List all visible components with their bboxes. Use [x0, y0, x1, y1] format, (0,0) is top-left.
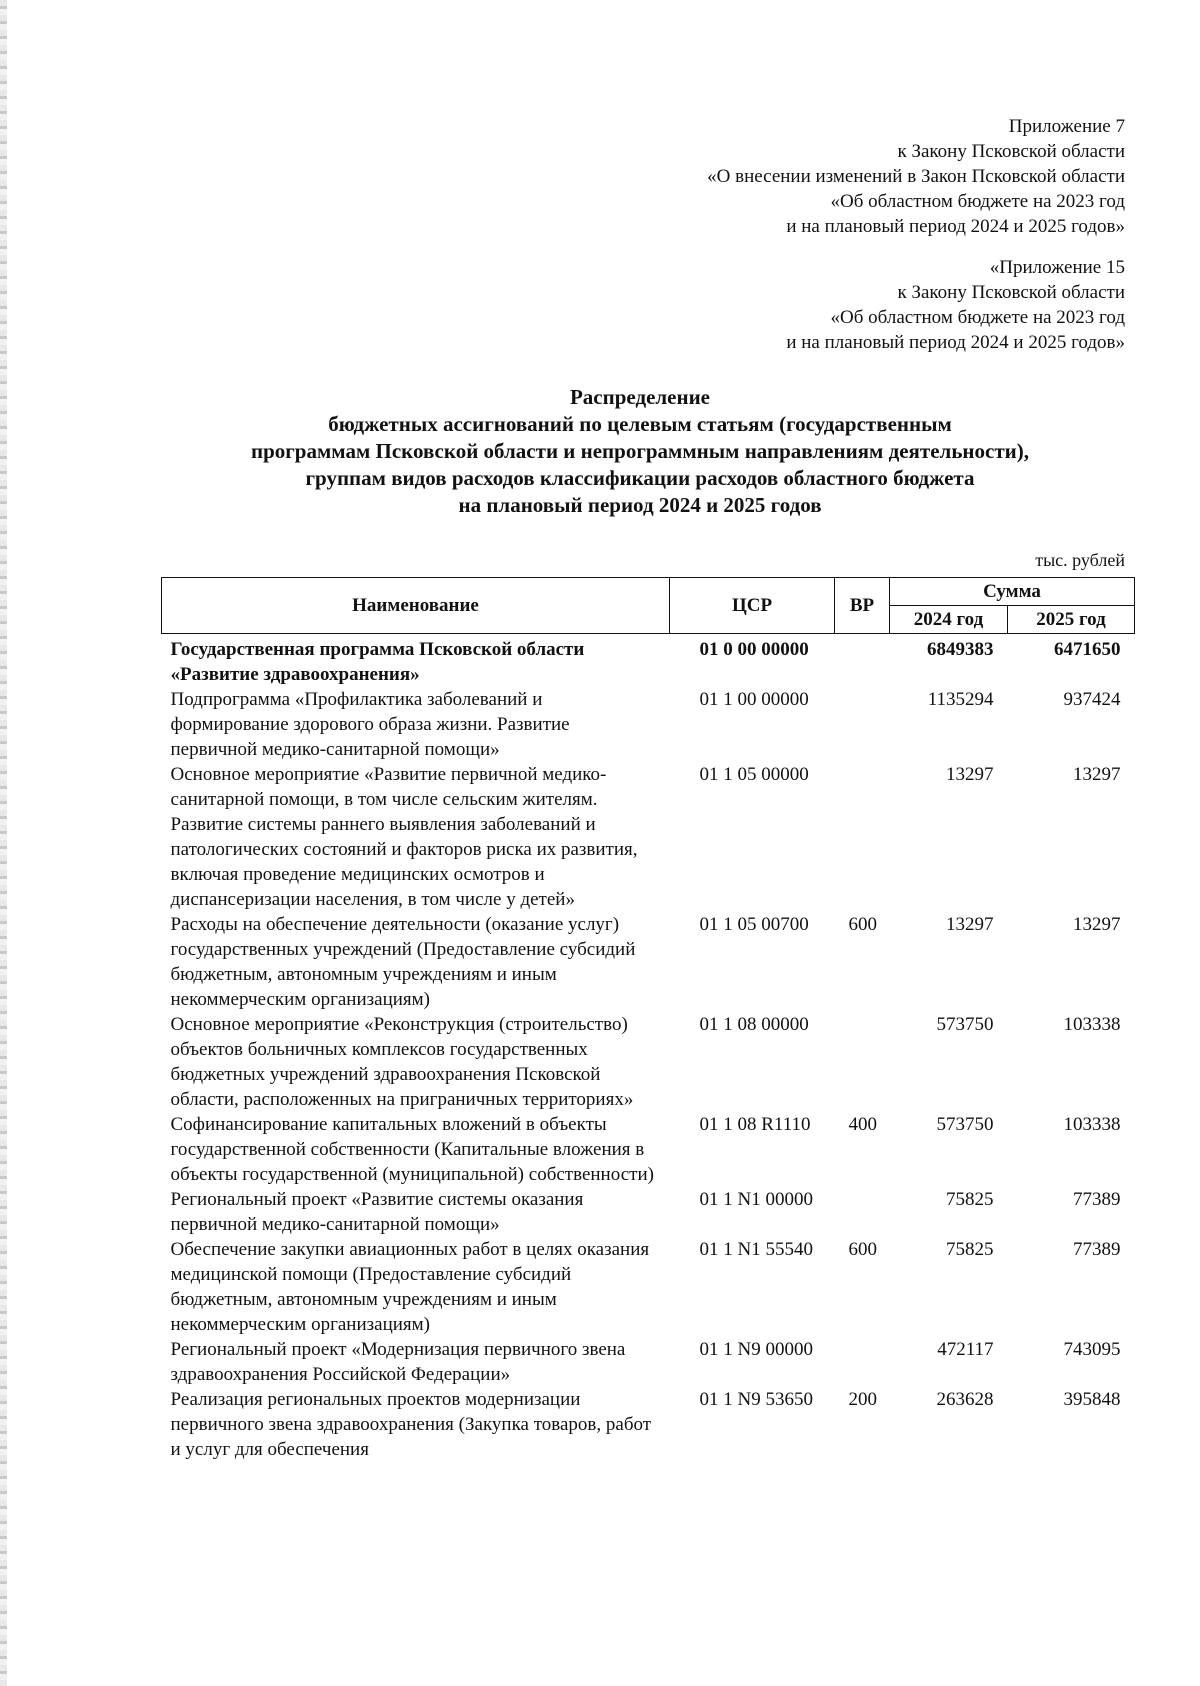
table-row [162, 1237, 1135, 1337]
header-year-2024: 2024 год [890, 606, 1008, 634]
cell-csr: 01 0 00 00000 [699, 639, 809, 660]
cell-name: Софинансирование капитальных вложений в объекты государственной собственности (Капитальные вложения в объекты государственной (муниципальной) собственности) [170, 1114, 654, 1185]
cell-2025: 395848 [1063, 1389, 1121, 1410]
table-header [162, 578, 1135, 634]
cell-2024: 13297 [946, 764, 994, 785]
cell-name: Подпрограмма «Профилактика заболеваний и формирование здорового образа жизни. Развитие первичной медико-санитарной помощи» [170, 689, 570, 760]
appendix-header-line: «О внесении изменений в Закон Псковской области [707, 166, 1125, 187]
appendix-header-2-line: «Приложение 15 [989, 257, 1125, 278]
table-row [162, 762, 1135, 912]
table-row [162, 634, 1135, 688]
cell-2025: 13297 [1073, 914, 1121, 935]
appendix-header-2-line: к Закону Псковской области [897, 282, 1125, 303]
table-row [162, 1337, 1135, 1387]
cell-2025: 77389 [1073, 1189, 1121, 1210]
header-csr: ЦСР [670, 578, 835, 634]
cell-vr [835, 634, 890, 688]
table-body [162, 634, 1135, 1463]
title-line: программам Псковской области и непрограммным направлениям деятельности), [250, 439, 1029, 463]
cell-name: Реализация региональных проектов модернизации первичного звена здравоохранения (Закупка товаров, работ и услуг для обеспечения [170, 1389, 652, 1460]
title-line: на плановый период 2024 и 2025 годов [458, 493, 822, 517]
cell-csr: 01 1 05 00000 [699, 764, 809, 785]
cell-name: Государственная программа Псковской области «Развитие здравоохранения» [170, 639, 585, 685]
appendix-header-line: к Закону Псковской области [897, 141, 1125, 162]
appendix-header [707, 114, 1125, 239]
header-year-2025: 2025 год [1008, 606, 1135, 634]
cell-name: Расходы на обеспечение деятельности (оказание услуг) государственных учреждений (Предоставление субсидий бюджетным, автономным учреждениям и иным некоммерческим организациям) [170, 914, 636, 1010]
cell-vr [835, 762, 890, 912]
cell-vr: 400 [848, 1114, 877, 1135]
cell-2025: 103338 [1063, 1114, 1121, 1135]
cell-2025: 77389 [1073, 1239, 1121, 1260]
cell-vr: 600 [848, 1239, 877, 1260]
header-name: Наименование [162, 578, 670, 634]
cell-csr: 01 1 08 00000 [699, 1014, 809, 1035]
table-row [162, 1012, 1135, 1112]
cell-csr: 01 1 08 R1110 [699, 1114, 811, 1135]
cell-2025: 937424 [1063, 689, 1121, 710]
cell-name: Региональный проект «Развитие системы оказания первичной медико-санитарной помощи» [170, 1189, 584, 1235]
cell-name: Региональный проект «Модернизация первичного звена здравоохранения Российской Федерации» [170, 1339, 626, 1385]
cell-name: Основное мероприятие «Развитие первичной медико-санитарной помощи, в том числе сельским жителям. Развитие системы раннего выявления заболеваний и патологических состояний и факторов риска их развития, включая проведение медицинских осмотров и диспансеризации населения, в том числе у детей» [170, 764, 638, 910]
title-line: бюджетных ассигнований по целевым статьям (государственным [328, 412, 952, 436]
title-line: Распределение [569, 385, 711, 409]
cell-vr [835, 1337, 890, 1387]
cell-2025: 13297 [1073, 764, 1121, 785]
appendix-header-line: и на плановый период 2024 и 2025 годов» [786, 216, 1125, 237]
cell-2024: 573750 [936, 1014, 994, 1035]
cell-vr [835, 1012, 890, 1112]
appendix-header-2-line: «Об областном бюджете на 2023 год [830, 307, 1125, 328]
cell-2024: 13297 [946, 914, 994, 935]
table-row [162, 1387, 1135, 1462]
cell-2024: 1135294 [927, 689, 994, 710]
cell-csr: 01 1 N9 53650 [699, 1389, 813, 1410]
cell-2025: 6471650 [1054, 639, 1121, 660]
cell-vr [835, 1187, 890, 1237]
appendix-header-line: Приложение 7 [1008, 116, 1125, 137]
cell-csr: 01 1 N9 00000 [699, 1339, 813, 1360]
table-row [162, 912, 1135, 1012]
cell-name: Обеспечение закупки авиационных работ в целях оказания медицинской помощи (Предоставление субсидий бюджетным, автономным учреждениям и иным некоммерческим организациям) [170, 1239, 650, 1335]
title-line: группам видов расходов классификации расходов областного бюджета [305, 466, 975, 490]
appendix-header-line: «Об областном бюджете на 2023 год [830, 191, 1125, 212]
header-vr: ВР [835, 578, 890, 634]
cell-2024: 75825 [946, 1239, 994, 1260]
cell-csr: 01 1 N1 55540 [699, 1239, 813, 1260]
cell-vr: 200 [848, 1389, 877, 1410]
cell-2025: 743095 [1063, 1339, 1121, 1360]
cell-csr: 01 1 N1 00000 [699, 1189, 813, 1210]
scan-edge-decoration [0, 0, 7, 1686]
table-row [162, 1112, 1135, 1187]
units-label: тыс. рублей [1035, 550, 1125, 570]
budget-table [161, 577, 1135, 1462]
cell-2025: 103338 [1063, 1014, 1121, 1035]
cell-2024: 263628 [936, 1389, 994, 1410]
cell-2024: 75825 [946, 1189, 994, 1210]
cell-vr: 600 [848, 914, 877, 935]
cell-name: Основное мероприятие «Реконструкция (строительство) объектов больничных комплексов государственных бюджетных учреждений здравоохранения Псковской области, расположенных на приграничных территориях» [170, 1014, 634, 1110]
table-row [162, 1187, 1135, 1237]
cell-2024: 6849383 [927, 639, 994, 660]
cell-2024: 573750 [936, 1114, 994, 1135]
appendix-header-2-line: и на плановый период 2024 и 2025 годов» [786, 332, 1125, 353]
cell-2024: 472117 [937, 1339, 994, 1360]
cell-csr: 01 1 00 00000 [699, 689, 809, 710]
appendix-header-2 [786, 255, 1125, 355]
document-title [160, 384, 1120, 519]
cell-vr [835, 687, 890, 762]
header-sum: Сумма [890, 578, 1135, 606]
cell-csr: 01 1 05 00700 [699, 914, 809, 935]
table-row [162, 687, 1135, 762]
